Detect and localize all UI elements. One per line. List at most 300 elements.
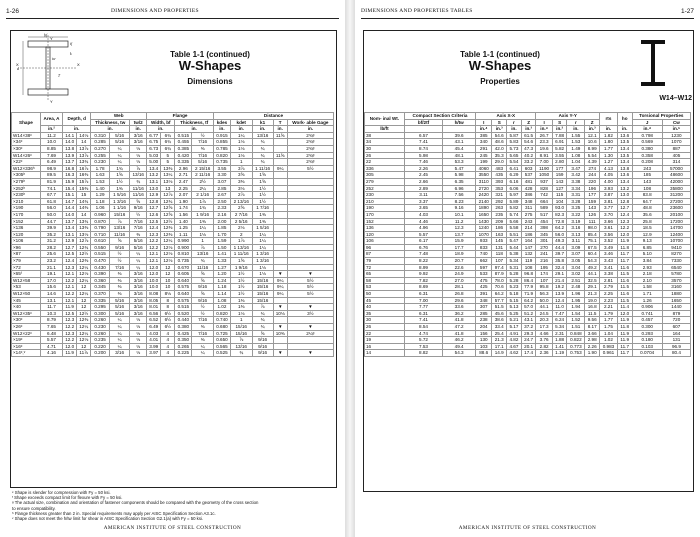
table-cell: 2720: [476, 185, 492, 192]
table-cell: 385: [476, 132, 492, 139]
table-row: [365, 284, 691, 291]
table-cell: ⅞: [109, 218, 129, 225]
table-cell: 50.0: [536, 297, 552, 304]
table-cell: 2.23: [600, 297, 618, 304]
table-cell: 39.6: [443, 132, 476, 139]
table-cell: 8270: [662, 251, 690, 258]
table-cell: 19.2: [552, 284, 567, 291]
table-cell: 6½: [161, 310, 175, 317]
table-cell: 1.82: [600, 132, 618, 139]
table-cell: 14: [365, 350, 405, 357]
table-cell: ×305ʰ: [12, 172, 41, 179]
table-cell: 21.3: [585, 291, 600, 298]
table-cell: 16.8: [585, 304, 600, 311]
table-cell: 35.8: [552, 258, 567, 265]
table-cell: 12.2: [63, 277, 77, 284]
table-cell: 13.5: [617, 139, 632, 146]
table-cell: 35800: [662, 185, 690, 192]
table-cell: ▼: [287, 271, 333, 278]
table-cell: 15/16: [252, 277, 273, 284]
table-cell: 0.220: [91, 343, 110, 350]
table-cell: 3.22: [567, 211, 585, 218]
table-cell: 340: [476, 139, 492, 146]
table-cell: 12¼: [77, 291, 91, 298]
table-cell: 291: [476, 145, 492, 152]
table-cell: ¼: [109, 324, 129, 331]
table-cell: 9/16: [252, 337, 273, 344]
table-cell: 11⅝: [273, 152, 287, 159]
table-cell: 0.810: [175, 251, 192, 258]
table-cell: 5.57: [40, 337, 62, 344]
right-unit: in.⁶: [662, 126, 690, 133]
table-cell: 5: [161, 152, 175, 159]
table-cell: 87.9: [492, 271, 507, 278]
table-cell: 81.9: [40, 178, 62, 185]
table-cell: 15⅞: [77, 178, 91, 185]
table-cell: 1⅛: [252, 264, 273, 271]
table-cell: 3/16: [109, 350, 129, 357]
table-row: [12, 291, 334, 298]
table-cell: 4.16: [40, 350, 62, 357]
table-cell: 6.41: [507, 165, 522, 172]
table-cell: 45: [365, 297, 405, 304]
table-cell: 45.4: [443, 145, 476, 152]
table-cell: 7330: [662, 258, 690, 265]
table-row: [12, 284, 334, 291]
left-table-name: W-Shapes: [178, 58, 242, 73]
table-cell: 3.47: [567, 165, 585, 172]
table-cell: 17.3: [536, 324, 552, 331]
table-cell: 13.1: [147, 178, 161, 185]
table-row: [365, 205, 691, 212]
table-cell: 20100: [662, 211, 690, 218]
table-cell: 147: [521, 244, 536, 251]
table-cell: 2.10: [632, 277, 662, 284]
right-page: [355, 0, 700, 537]
table-cell: 26: [365, 152, 405, 159]
table-cell: 14⅜: [77, 205, 91, 212]
table-cell: 5/16: [130, 244, 147, 251]
table-cell: 1½: [109, 178, 129, 185]
table-cell: 49.3: [552, 238, 567, 245]
col-ry: r: [567, 119, 585, 126]
table-cell: 5.65: [507, 152, 522, 159]
table-cell: 3.07: [213, 178, 230, 185]
table-cell: 11.0: [552, 304, 567, 311]
table-cell: 1440: [662, 304, 690, 311]
table-cell: 106: [365, 238, 405, 245]
table-cell: 245: [476, 152, 492, 159]
table-cell: 51.2: [521, 310, 536, 317]
table-cell: 3.19: [567, 218, 585, 225]
table-cell: 270: [536, 244, 552, 251]
table-cell: 12½: [77, 310, 91, 317]
col-depth: Depth, d: [63, 113, 91, 126]
table-cell: 6½: [161, 317, 175, 324]
table-cell: 1.70: [213, 231, 230, 238]
table-row: [12, 139, 334, 146]
table-cell: 3.05: [567, 258, 585, 265]
table-cell: 32.5: [585, 277, 600, 284]
table-cell: 6.29: [507, 172, 522, 179]
table-cell: 43.1: [443, 139, 476, 146]
table-cell: 1.24: [213, 277, 230, 284]
table-cell: ▼: [273, 350, 287, 357]
table-cell: 48600: [662, 172, 690, 179]
table-cell: 82.3: [552, 211, 567, 218]
table-cell: W12×336ʰ: [12, 165, 41, 172]
table-cell: 8.91: [536, 152, 552, 159]
table-cell: 51.5: [492, 304, 507, 311]
table-cell: 3.11: [567, 238, 585, 245]
table-cell: 13.4: [147, 165, 161, 172]
table-cell: 65: [365, 271, 405, 278]
table-cell: ½: [192, 304, 214, 311]
table-cell: 2¾ᵍ: [287, 152, 333, 159]
table-cell: 1430: [476, 218, 492, 225]
table-cell: 14.4: [63, 205, 77, 212]
table-cell: 12.1: [585, 132, 600, 139]
table-cell: 8.05: [147, 297, 161, 304]
table-cell: ⅜: [109, 271, 129, 278]
table-cell: 21.4: [552, 277, 567, 284]
table-cell: 72: [365, 264, 405, 271]
table-cell: 12.6: [147, 211, 161, 218]
col-thickness-tf: Thickness, tf: [175, 119, 214, 126]
col-kdes: kdes: [213, 119, 230, 126]
table-cell: 7/16: [192, 139, 214, 146]
table-cell: 104: [552, 198, 567, 205]
table-cell: 29.0: [492, 159, 507, 166]
table-cell: 2.16: [213, 211, 230, 218]
table-cell: 1.90: [175, 198, 192, 205]
table-cell: 5.25: [507, 310, 522, 317]
table-cell: ×279ʰ: [12, 178, 41, 185]
table-cell: 22.6: [443, 264, 476, 271]
table-cell: 88.6: [476, 350, 492, 357]
table-cell: 533: [476, 271, 492, 278]
table-row: [12, 277, 334, 284]
table-cell: [287, 205, 333, 212]
table-cell: 1 3/16: [252, 251, 273, 258]
table-cell: 3⅞: [230, 165, 252, 172]
table-cell: 13.4: [617, 159, 632, 166]
table-cell: 13/16: [230, 343, 252, 350]
table-cell: 186: [492, 225, 507, 232]
table-cell: 1½: [252, 198, 273, 205]
col-nominal-wt: Nom- inal Wt.: [365, 113, 405, 126]
table-cell: 185: [632, 172, 662, 179]
left-unit: in.: [230, 126, 252, 133]
table-cell: [273, 244, 287, 251]
table-row: [365, 258, 691, 265]
table-row: [365, 198, 691, 205]
table-cell: W12×22ᶜ: [12, 330, 41, 337]
left-running-title: DIMENSIONS AND PROPERTIES: [111, 8, 199, 14]
table-cell: 14.9: [492, 350, 507, 357]
table-cell: 2.36: [536, 350, 552, 357]
table-cell: 5/16: [109, 297, 129, 304]
table-cell: [287, 172, 333, 179]
table-cell: 879: [662, 310, 690, 317]
table-cell: 145: [492, 238, 507, 245]
table-cell: 29.1: [552, 271, 567, 278]
table-cell: 2¾ᵍ: [287, 139, 333, 146]
table-cell: 6.85: [632, 244, 662, 251]
table-cell: 46.2: [443, 337, 476, 344]
table-cell: 131: [492, 244, 507, 251]
table-cell: 22: [365, 159, 405, 166]
table-cell: 0.855: [213, 139, 230, 146]
table-cell: 2¾ᵍ: [287, 145, 333, 152]
table-cell: 16.8: [63, 165, 77, 172]
table-cell: 12¼: [77, 277, 91, 284]
table-cell: ¾: [252, 152, 273, 159]
table-cell: 2.67: [213, 192, 230, 199]
table-cell: 0.960: [91, 211, 110, 218]
col-distance: Distance: [213, 113, 333, 120]
table-cell: 1⅛: [252, 271, 273, 278]
table-cell: [273, 145, 287, 152]
table-cell: 0.680: [213, 324, 230, 331]
table-cell: 0.640: [175, 291, 192, 298]
col-axis-yy: Axis Y-Y: [536, 113, 600, 120]
table-cell: 87: [365, 251, 405, 258]
table-cell: 4.91: [507, 330, 522, 337]
table-cell: ×45: [12, 297, 41, 304]
table-cell: 0.550: [91, 244, 110, 251]
properties-table: [364, 112, 691, 357]
table-cell: 1¼: [252, 238, 273, 245]
table-cell: ×26ᶜ: [12, 324, 41, 331]
table-cell: 11.9: [617, 238, 632, 245]
table-cell: 209: [492, 218, 507, 225]
table-cell: ×16ᶜ: [12, 343, 41, 350]
left-page-number: 1-26: [6, 8, 20, 15]
properties-units-row: [365, 126, 691, 133]
table-cell: 58: [365, 277, 405, 284]
right-unit: in.: [600, 126, 618, 133]
table-cell: ×34ᶜ: [12, 139, 41, 146]
table-cell: 12.3: [63, 264, 77, 271]
table-cell: 321: [492, 192, 507, 199]
table-cell: 1⅞: [230, 238, 252, 245]
table-cell: 12.4: [147, 225, 161, 232]
table-cell: 177: [585, 192, 600, 199]
table-cell: 6.31: [404, 291, 442, 298]
table-cell: 12⅞: [77, 238, 91, 245]
table-cell: 12.0: [63, 343, 77, 350]
table-cell: [287, 343, 333, 350]
table-cell: 5.72: [404, 337, 442, 344]
table-cell: 13⅛: [77, 231, 91, 238]
table-cell: 18.5: [632, 225, 662, 232]
table-cell: 0.753: [567, 350, 585, 357]
table-cell: 1190: [536, 165, 552, 172]
table-cell: 1: [230, 159, 252, 166]
table-cell: 20.3: [536, 317, 552, 324]
table-cell: 6.91: [552, 139, 567, 146]
table-cell: 3.77: [600, 205, 618, 212]
table-cell: 8.23: [443, 198, 476, 205]
table-cell: 2.66: [404, 178, 442, 185]
table-cell: 4: [161, 350, 175, 357]
table-cell: 1.96: [567, 291, 585, 298]
diagram-label-x-right: X: [77, 62, 80, 67]
table-cell: 12.9: [63, 238, 77, 245]
table-cell: 26.8: [443, 291, 476, 298]
table-cell: 0.335: [91, 297, 110, 304]
left-unit: in.: [130, 126, 147, 133]
table-cell: 1.20: [213, 271, 230, 278]
table-cell: 5.54: [507, 159, 522, 166]
table-cell: 0.295: [91, 304, 110, 311]
table-cell: 6.31: [404, 310, 442, 317]
table-cell: 8.74: [404, 145, 442, 152]
table-cell: 107: [536, 277, 552, 284]
table-cell: 4.01: [147, 337, 161, 344]
table-cell: [273, 139, 287, 146]
table-cell: 26: [365, 324, 405, 331]
right-header-rule: [361, 18, 694, 19]
right-unit: lb/ft: [365, 126, 405, 133]
table-cell: 13¾: [77, 159, 91, 166]
table-cell: 0.457: [632, 317, 662, 324]
table-cell: 9/16: [192, 284, 214, 291]
table-cell: 5.44: [507, 244, 522, 251]
table-cell: 103: [476, 343, 492, 350]
table-cell: 11.5: [617, 271, 632, 278]
table-cell: 0.725: [213, 330, 230, 337]
table-cell: 7/16: [130, 218, 147, 225]
table-cell: [273, 264, 287, 271]
table-cell: W12×35ᶜ: [12, 310, 41, 317]
col-torsional: Torsional Properties: [632, 113, 690, 120]
table-cell: 12.1: [63, 284, 77, 291]
table-cell: 12⅜: [77, 258, 91, 265]
dimensions-units-row: [12, 126, 334, 133]
table-cell: 1 9/16: [230, 264, 252, 271]
table-cell: 1070: [662, 139, 690, 146]
table-cell: ×96: [12, 244, 41, 251]
table-cell: 14700: [662, 225, 690, 232]
table-cell: 0.525: [213, 350, 230, 357]
table-cell: 3.52: [600, 238, 618, 245]
table-cell: 11.9: [617, 330, 632, 337]
table-cell: [287, 264, 333, 271]
table-cell: 93.0: [552, 205, 567, 212]
table-cell: 12400: [662, 231, 690, 238]
table-cell: 2.33: [213, 205, 230, 212]
table-cell: 3/16: [130, 139, 147, 146]
table-cell: 42000: [662, 178, 690, 185]
table-cell: 0.230: [91, 159, 110, 166]
table-cell: 603: [521, 165, 536, 172]
table-cell: 2.00: [213, 218, 230, 225]
table-cell: 1¼: [230, 132, 252, 139]
table-cell: 5/16: [109, 304, 129, 311]
table-cell: 1.11: [175, 231, 192, 238]
table-cell: 4.74: [404, 330, 442, 337]
table-cell: ×72: [12, 264, 41, 271]
table-cell: 29.1: [585, 284, 600, 291]
table-cell: 1½: [230, 284, 252, 291]
table-cell: 0.710: [91, 231, 110, 238]
table-cell: [273, 172, 287, 179]
table-cell: 1½: [230, 291, 252, 298]
table-cell: 11.6: [617, 277, 632, 284]
table-cell: 7.82: [404, 277, 442, 284]
table-cell: 5/16: [192, 159, 214, 166]
table-cell: 1 9/16: [192, 211, 214, 218]
table-cell: 83.8: [632, 192, 662, 199]
table-cell: ×87: [12, 251, 41, 258]
col-Zy: Z: [585, 119, 600, 126]
table-cell: 0.225: [175, 350, 192, 357]
table-cell: 2.18: [632, 271, 662, 278]
left-table-title: Table 1-1 (continued): [170, 50, 250, 59]
left-unit: in.²: [40, 126, 62, 133]
table-cell: 11.4: [617, 304, 632, 311]
table-cell: ×106: [12, 238, 41, 245]
table-cell: 3.76: [536, 337, 552, 344]
table-cell: 5.15: [507, 297, 522, 304]
table-cell: 19.0: [585, 297, 600, 304]
table-cell: 12.2: [63, 337, 77, 344]
table-cell: 1.90: [585, 350, 600, 357]
table-cell: 33.2: [521, 159, 536, 166]
dimensions-table: [11, 112, 334, 357]
table-cell: 0.385: [175, 145, 192, 152]
table-cell: 119: [521, 258, 536, 265]
table-cell: 11/16: [109, 231, 129, 238]
table-cell: 0.358: [632, 152, 662, 159]
table-cell: 0.390: [91, 271, 110, 278]
table-cell: 8.17: [585, 324, 600, 331]
table-cell: 1¼: [192, 225, 214, 232]
table-row: [12, 152, 334, 159]
footnote: ᶜ Shape is slender for compression with Fy = 50 ksi.: [12, 490, 111, 495]
table-cell: 98.0: [585, 225, 600, 232]
table-cell: 1.95: [567, 297, 585, 304]
table-cell: 156: [476, 330, 492, 337]
table-cell: 12½: [161, 218, 175, 225]
right-title-block: [375, 50, 625, 86]
book-gutter: [345, 0, 355, 537]
table-cell: 1 5/16: [109, 192, 129, 199]
table-cell: 5½: [287, 165, 333, 172]
table-cell: 7.88: [552, 132, 567, 139]
table-cell: ⅞: [230, 337, 252, 344]
table-cell: 1.75: [600, 324, 618, 331]
table-cell: 35: [365, 310, 405, 317]
table-cell: 24.7: [521, 337, 536, 344]
table-cell: 1⅜: [109, 185, 129, 192]
table-cell: 5.51: [507, 231, 522, 238]
table-cell: [287, 211, 333, 218]
table-row: [12, 350, 334, 357]
table-cell: 11.5: [617, 284, 632, 291]
table-cell: 10.0: [147, 284, 161, 291]
table-cell: 199: [476, 159, 492, 166]
table-cell: 1.80: [600, 139, 618, 146]
table-row: [365, 185, 691, 192]
table-cell: 7.56: [443, 192, 476, 199]
table-cell: 4.71: [40, 343, 62, 350]
table-cell: 15/16: [109, 211, 129, 218]
table-cell: 1.56: [175, 211, 192, 218]
table-cell: 1.30: [600, 152, 618, 159]
